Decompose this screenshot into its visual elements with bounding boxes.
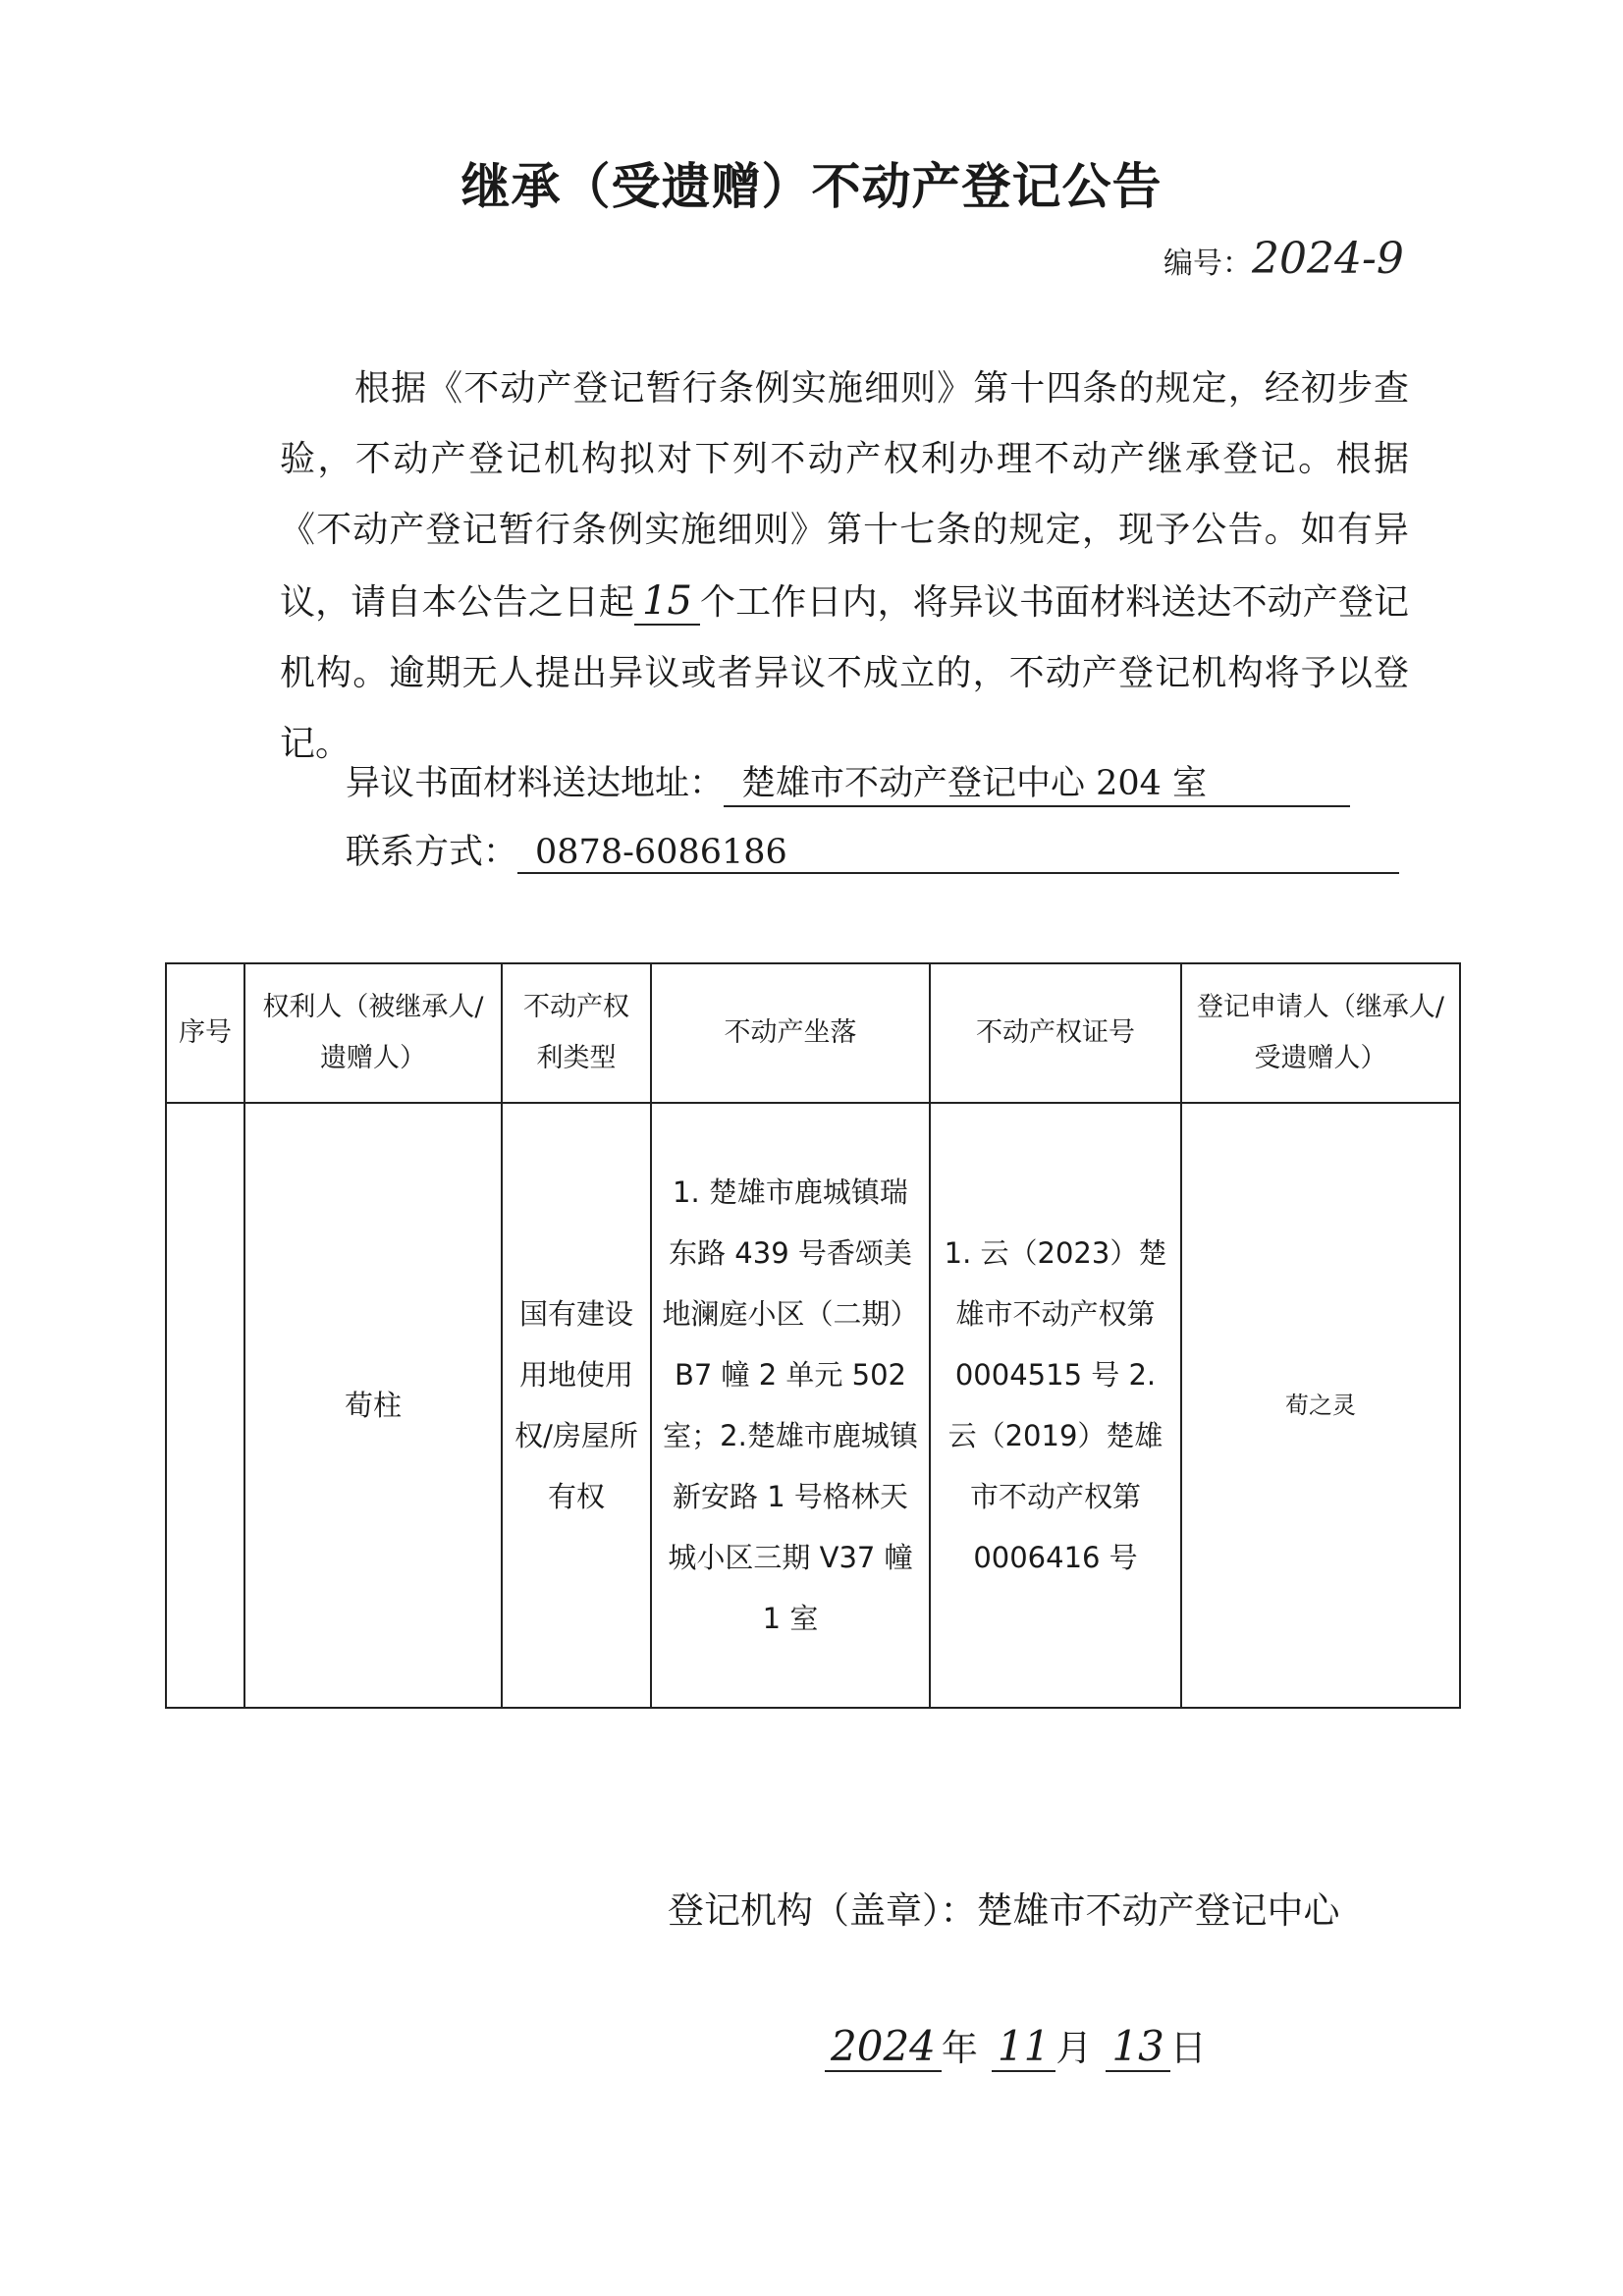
contact-label: 联系方式： <box>346 833 518 872</box>
cell-location: 1. 楚雄市鹿城镇瑞东路 439 号香颂美地澜庭小区（二期）B7 幢 2 单元 502 室；2.楚雄市鹿城镇新安路 1 号格林天城小区三期 V37 幢 1 室 <box>651 1103 930 1708</box>
objection-days: 15 <box>634 578 700 626</box>
body-part-2: 个工作日内，将异议书面材料送达不动产登记机构。逾期无人提出异议或者异议不成立的，不动产登记机构将予以登记。 <box>280 582 1409 764</box>
header-holder: 权利人（被继承人/遗赠人） <box>244 963 502 1103</box>
date-year-suffix: 年 <box>941 2027 978 2069</box>
cell-seq <box>166 1103 244 1708</box>
date-day-suffix: 日 <box>1169 2027 1207 2069</box>
address-value: 楚雄市不动产登记中心 204 室 <box>724 756 1350 807</box>
document-number <box>1163 234 1404 284</box>
date-month-suffix: 月 <box>1055 2027 1093 2069</box>
cell-right-type: 国有建设用地使用权/房屋所有权 <box>502 1103 651 1708</box>
number-label: 编号： <box>1163 246 1252 281</box>
registration-table <box>165 962 1461 1709</box>
header-right-type: 不动产权利类型 <box>502 963 651 1103</box>
document-title: 继承（受遗赠）不动产登记公告 <box>460 158 1163 215</box>
address-label: 异议书面材料送达地址： <box>346 764 725 803</box>
date-year: 2024 <box>825 2022 942 2072</box>
cell-cert-no: 1. 云（2023）楚雄市不动产权第 0004515 号 2. 云（2019）楚雄市不动产权第 0006416 号 <box>930 1103 1181 1708</box>
header-location: 不动产坐落 <box>651 963 930 1103</box>
header-cert-no: 不动产权证号 <box>930 963 1181 1103</box>
announcement-body <box>280 354 1409 780</box>
table-header-row <box>166 963 1460 1103</box>
date-month: 11 <box>992 2022 1055 2072</box>
contact-line <box>346 825 1399 874</box>
registration-authority: 登记机构（盖章）：楚雄市不动产登记中心 <box>668 1889 1340 1932</box>
cell-applicant: 荀之灵 <box>1181 1103 1460 1708</box>
table-row <box>166 1103 1460 1708</box>
contact-value: 0878-6086186 <box>517 833 1399 874</box>
address-line <box>346 756 1350 807</box>
header-seq: 序号 <box>166 963 244 1103</box>
number-value: 2024-9 <box>1252 234 1404 284</box>
cell-holder: 荀柱 <box>244 1103 502 1708</box>
date-day: 13 <box>1106 2022 1169 2072</box>
announcement-date <box>825 2018 1207 2071</box>
body-part-1: 根据《不动产登记暂行条例实施细则》第十四条的规定，经初步查验，不动产登记机构拟对下列不动产权利办理不动产继承登记。根据《不动产登记暂行条例实施细则》第十七条的规定，现予公告。如有异议，请自本公告之日起 <box>280 368 1409 623</box>
header-applicant: 登记申请人（继承人/受遗赠人） <box>1181 963 1460 1103</box>
